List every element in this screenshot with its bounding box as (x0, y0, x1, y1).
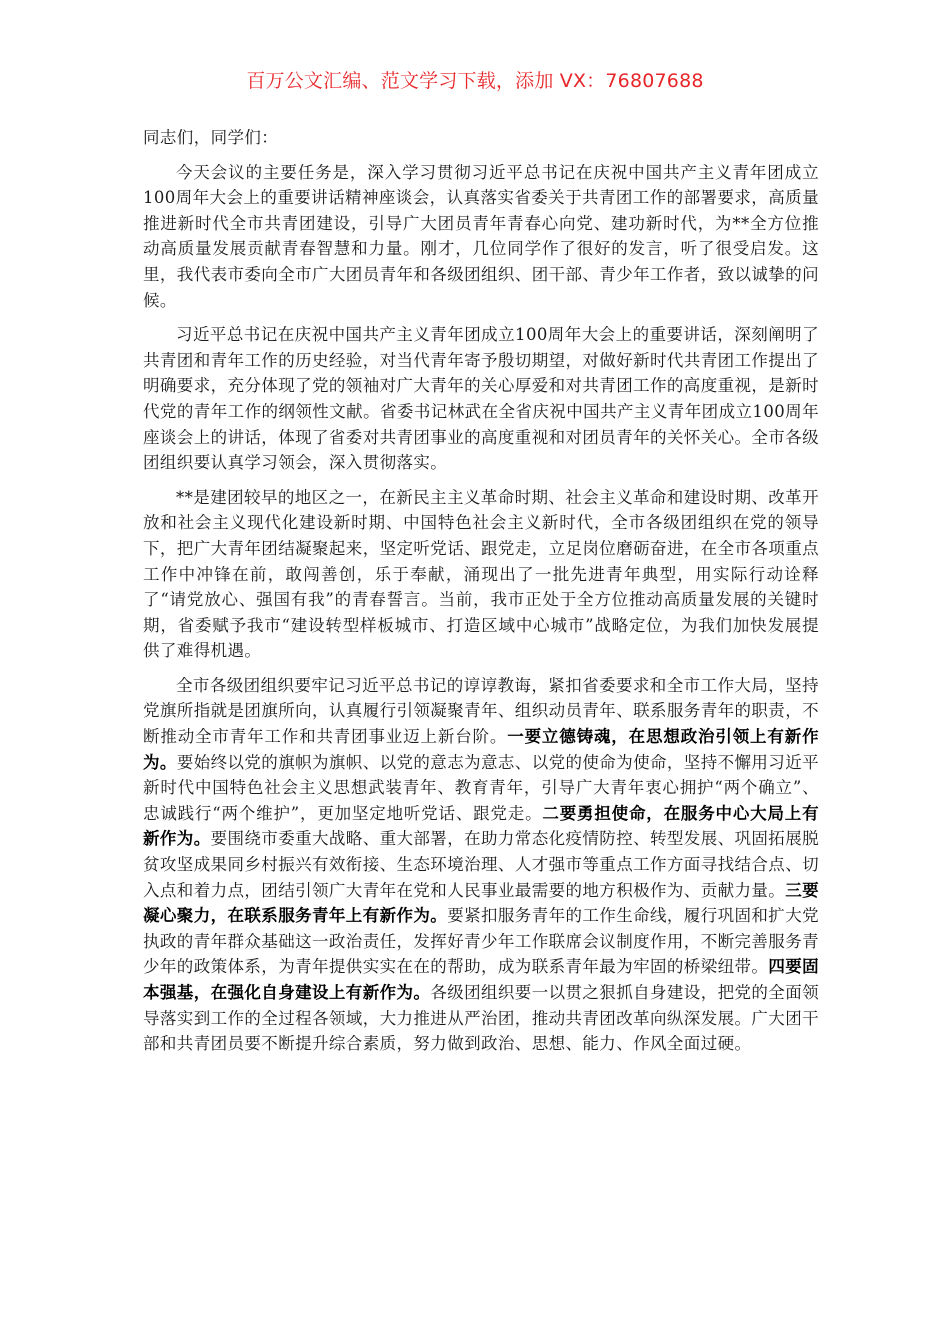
point-1-title: 一要立德铸魂，在思想政治引领上有新作为。 (143, 727, 819, 772)
point-4-text: 各级团组织要一以贯之狠抓自身建设，把党的全面领导落实到工作的全过程各领域，大力推进从严治团，推动共青团改革向纵深发展。广大团干部和共青团员要不断提升综合素质，努力做到政治、思想、能力、作风全面过硬。 (143, 983, 820, 1054)
point-2-title: 二要勇担使命，在服务中心大局上有新作为。 (143, 803, 819, 849)
paragraph-2: 习近平总书记在庆祝中国共产主义青年团成立100周年大会上的重要讲话，深刻阐明了共青团和青年工作的历史经验，对当代青年寄予殷切期望，对做好新时代共青团工作提出了明确要求，充分体现了党的领袖对广大青年的关心厚爱和对共青团工作的高度重视，是新时代党的青年工作的纲领性文献。省委书记林武在全省庆祝中国共产主义青年团成立100周年座谈会上的讲话，体现了省委对共青团事业的高度重视和对团员青年的关怀关心。全市各级团组织要认真学习领会，深入贯彻落实。 (143, 325, 819, 473)
paragraph-3: **是建团较早的地区之一，在新民主主义革命时期、社会主义革命和建设时期、改革开放和社会主义现代化建设新时期、中国特色社会主义新时代，全市各级团组织在党的领导下，把广大青年团结凝聚起来，坚定听党话、跟党走，立足岗位磨砺奋进，在全市各项重点工作中冲锋在前，敢闯善创，乐于奉献，涌现出了一批先进青年典型，用实际行动诠释了“请党放心、强国有我”的青春誓言。当前，我市正处于全方位推动高质量发展的关键时期，省委赋予我市“建设转型样板城市、打造区域中心城市”战略定位，为我们加快发展提供了难得机遇。 (143, 487, 819, 661)
paragraph-1: 今天会议的主要任务是，深入学习贯彻习近平总书记在庆祝中国共产主义青年团成立100周年大会上的重要讲话精神座谈会，认真落实省委关于共青团工作的部署要求，高质量推进新时代全市共青团建设，引导广大团员青年青春心向党、建功新时代，为**全方位推动高质量发展贡献青春智慧和力量。刚才，几位同学作了很好的发言，听了很受启发。这里，我代表市委向全市广大团员青年和各级团组织、团干部、青少年工作者，致以诚挚的问候。 (143, 162, 819, 310)
paragraph-4 (143, 673, 819, 1057)
point-3-text: 要紧扣服务青年的工作生命线，履行巩固和扩大党执政的青年群众基础这一政治责任，发挥好青少年工作联席会议制度作用，不断完善服务青少年的政策体系，为青年提供实实在在的帮助，成为联系青年最为牢固的桥梁纽带。 (143, 906, 820, 977)
salutation: 同志们，同学们： (143, 128, 279, 147)
header-watermark-text: 百万公文汇编、范文学习下载，添加 VX：76807688 (246, 70, 704, 92)
point-3-title: 三要凝心聚力，在联系服务青年上有新作为。 (143, 880, 820, 926)
document-body (143, 125, 819, 1066)
point-4-title: 四要固本强基，在强化自身建设上有新作为。 (143, 957, 820, 1002)
point-2-text: 要围绕市委重大战略、重大部署，在助力常态化疫情防控、转型发展、巩固拓展脱贫攻坚成果同乡村振兴有效衔接、生态环境治理、人才强市等重点工作方面寻找结合点、切入点和着力点，团结引领广大青年在党和人民事业最需要的地方积极作为、贡献力量。 (143, 829, 820, 900)
point-1-text: 要始终以党的旗帜为旗帜、以党的意志为意志、以党的使命为使命，坚持不懈用习近平新时代中国特色社会主义思想武装青年、教育青年，引导广大青年衷心拥护“两个确立”、忠诚践行“两个维护”，更加坚定地听党话、跟党走。 (143, 752, 820, 823)
paragraph-4-intro: 全市各级团组织要牢记习近平总书记的谆谆教诲，紧扣省委要求和全市工作大局，坚持党旗所指就是团旗所向，认真履行引领凝聚青年、组织动员青年、联系服务青年的职责，不断推动全市青年工作和共青团事业迈上新台阶。 (143, 675, 819, 747)
